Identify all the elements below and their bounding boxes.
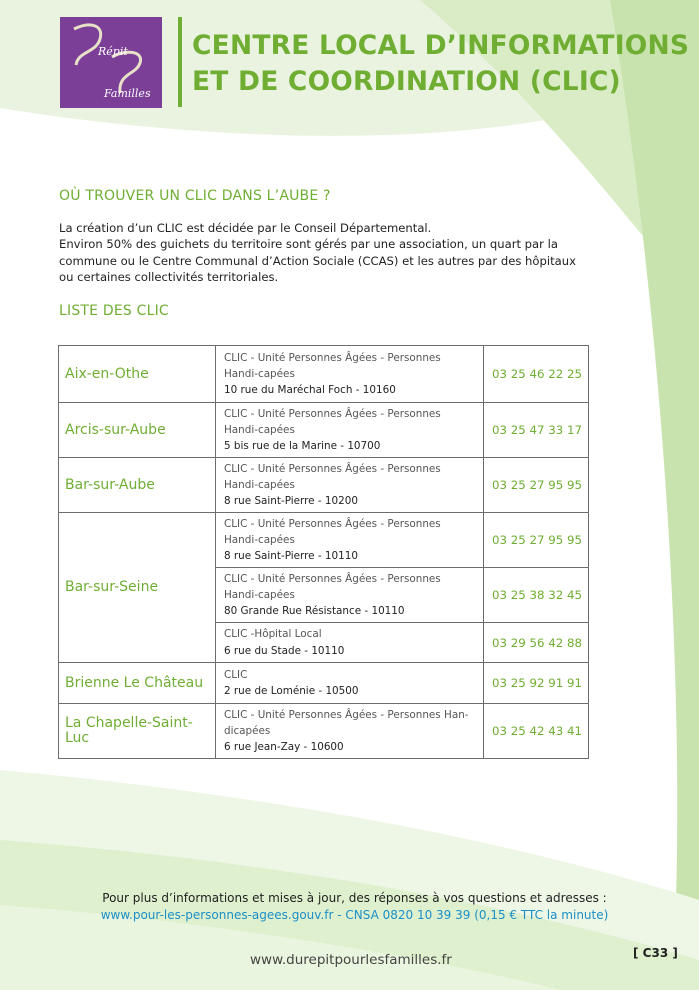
service-name: CLIC - Unité Personnes Âgées - Personnes Han-dicapées: [223, 708, 469, 737]
title-line-2: ET DE COORDINATION (CLIC): [192, 66, 621, 97]
intro-paragraph-1: La création d’un CLIC est décidée par le Conseil Départemental.: [59, 221, 432, 235]
service-cell: [215, 458, 483, 513]
service-address: 8 rue Saint-Pierre - 10110: [223, 550, 358, 563]
footer-link[interactable]: www.pour-les-personnes-agees.gouv.fr - CNSA 0820 10 39 39 (0,15 € TTC la minute): [100, 908, 609, 922]
service-name: CLIC -Hôpital Local: [223, 628, 322, 641]
phone-cell: 03 25 38 32 45: [483, 568, 588, 623]
page-number: [ C33 ]: [633, 946, 678, 960]
phone-cell: 03 25 46 22 25: [483, 346, 588, 403]
service-address: 10 rue du Maréchal Foch - 10160: [223, 384, 396, 397]
city-cell: Bar-sur-Seine: [59, 513, 216, 663]
table-row: [59, 403, 589, 458]
service-name: CLIC: [223, 668, 248, 681]
footer-info-line: Pour plus d’informations et mises à jour, des réponses à vos questions et adresses :: [102, 891, 607, 905]
service-cell: [215, 513, 483, 568]
service-address: 5 bis rue de la Marine - 10700: [223, 440, 381, 453]
clic-table: [58, 345, 589, 759]
table-row: [59, 346, 589, 403]
service-cell: [215, 704, 483, 759]
service-cell: [215, 663, 483, 704]
intro-text: [59, 220, 591, 286]
intro-paragraph-2: Environ 50% des guichets du territoire sont gérés par une association, un quart par la commune ou le Centre Communal d’Action Sociale (CCAS) et les autres par des hôpitaux ou certaines collectivités territoriales.: [59, 237, 576, 285]
service-address: 6 rue Jean-Zay - 10600: [223, 741, 344, 754]
table-row: [59, 513, 589, 568]
footer-info: [0, 890, 699, 924]
city-cell: La Chapelle-Saint-Luc: [59, 704, 216, 759]
service-name: CLIC - Unité Personnes Âgées - Personnes Handi-capées: [223, 407, 441, 436]
table-row: [59, 458, 589, 513]
service-cell: [215, 568, 483, 623]
logo-text-top: Répit: [98, 45, 128, 58]
service-address: 6 rue du Stade - 10110: [223, 644, 345, 657]
service-address: 2 rue de Loménie - 10500: [223, 685, 359, 697]
service-cell: [215, 623, 483, 663]
service-name: CLIC - Unité Personnes Âgées - Personnes Handi-capées: [223, 572, 441, 601]
phone-cell: 03 25 27 95 95: [483, 458, 588, 513]
logo: [60, 17, 162, 108]
city-cell: Arcis-sur-Aube: [59, 403, 216, 458]
phone-cell: 03 25 27 95 95: [483, 513, 588, 568]
city-cell: Bar-sur-Aube: [59, 458, 216, 513]
service-name: CLIC - Unité Personnes Âgées - Personnes Handi-capées: [223, 462, 441, 491]
service-address: 80 Grande Rue Résistance - 10110: [223, 605, 405, 618]
table-row: [59, 704, 589, 759]
section-heading-where: OÙ TROUVER UN CLIC DANS L’AUBE ?: [59, 188, 331, 204]
page-title: [192, 28, 690, 100]
phone-cell: 03 25 92 91 91: [483, 663, 588, 704]
phone-cell: 03 29 56 42 88: [483, 623, 588, 663]
service-cell: [215, 403, 483, 458]
table-row: [59, 663, 589, 704]
service-address: 8 rue Saint-Pierre - 10200: [223, 495, 358, 508]
phone-cell: 03 25 42 43 41: [483, 704, 588, 759]
logo-text-bottom: Familles: [104, 87, 151, 100]
city-cell: Aix-en-Othe: [59, 346, 216, 403]
website-url[interactable]: www.durepitpourlesfamilles.fr: [250, 952, 452, 968]
service-name: CLIC - Unité Personnes Âgées - Personnes Handi-capées: [223, 517, 441, 546]
city-cell: Brienne Le Château: [59, 663, 216, 704]
service-cell: [215, 346, 483, 403]
title-line-1: CENTRE LOCAL D’INFORMATIONS: [192, 30, 690, 61]
section-heading-list: LISTE DES CLIC: [59, 303, 169, 319]
title-divider: [178, 17, 182, 107]
phone-cell: 03 25 47 33 17: [483, 403, 588, 458]
service-name: CLIC - Unité Personnes Âgées - Personnes Handi-capées: [223, 351, 441, 380]
